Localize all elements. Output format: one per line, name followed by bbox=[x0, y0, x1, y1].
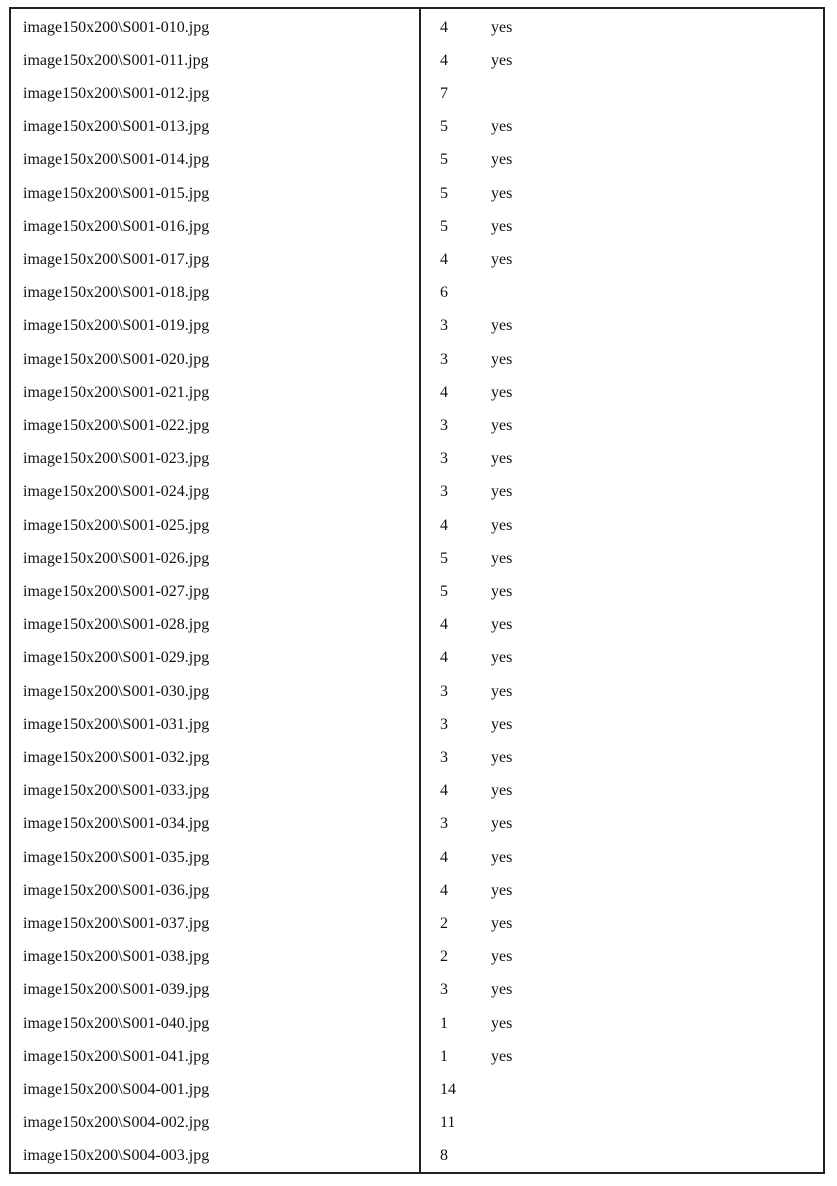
count-cell: 5 bbox=[440, 549, 448, 567]
file-path-cell: image150x200\S001-012.jpg bbox=[23, 84, 210, 102]
flag-cell: yes bbox=[491, 184, 513, 202]
flag-cell: yes bbox=[491, 549, 513, 567]
file-path-cell: image150x200\S001-033.jpg bbox=[23, 782, 210, 800]
count-cell: 1 bbox=[440, 1047, 448, 1065]
table-row bbox=[11, 874, 823, 907]
count-cell: 3 bbox=[440, 682, 448, 700]
count-cell: 3 bbox=[440, 715, 448, 733]
table-row bbox=[11, 376, 823, 409]
file-path-cell: image150x200\S001-026.jpg bbox=[23, 549, 210, 567]
table-row bbox=[11, 708, 823, 741]
flag-cell: yes bbox=[491, 914, 513, 932]
table-row bbox=[11, 841, 823, 874]
flag-cell: yes bbox=[491, 682, 513, 700]
file-path-cell: image150x200\S001-040.jpg bbox=[23, 1014, 210, 1032]
count-cell: 3 bbox=[440, 416, 448, 434]
table-row bbox=[11, 177, 823, 210]
count-cell: 3 bbox=[440, 815, 448, 833]
file-table bbox=[9, 7, 825, 1174]
table-row bbox=[11, 77, 823, 110]
file-path-cell: image150x200\S001-034.jpg bbox=[23, 815, 210, 833]
flag-cell: yes bbox=[491, 483, 513, 501]
count-cell: 2 bbox=[440, 948, 448, 966]
flag-cell: yes bbox=[491, 118, 513, 136]
table-row bbox=[11, 575, 823, 608]
flag-cell: yes bbox=[491, 582, 513, 600]
file-path-cell: image150x200\S001-011.jpg bbox=[23, 51, 209, 69]
table-row bbox=[11, 542, 823, 575]
file-path-cell: image150x200\S001-010.jpg bbox=[23, 18, 210, 36]
count-cell: 4 bbox=[440, 881, 448, 899]
file-path-cell: image150x200\S001-038.jpg bbox=[23, 948, 210, 966]
file-path-cell: image150x200\S001-036.jpg bbox=[23, 881, 210, 899]
file-path-cell: image150x200\S001-031.jpg bbox=[23, 715, 210, 733]
table-row bbox=[11, 343, 823, 376]
count-cell: 4 bbox=[440, 649, 448, 667]
table-row bbox=[11, 11, 823, 44]
count-cell: 3 bbox=[440, 317, 448, 335]
file-path-cell: image150x200\S001-017.jpg bbox=[23, 250, 210, 268]
flag-cell: yes bbox=[491, 948, 513, 966]
file-path-cell: image150x200\S001-032.jpg bbox=[23, 748, 210, 766]
flag-cell: yes bbox=[491, 151, 513, 169]
flag-cell: yes bbox=[491, 450, 513, 468]
count-cell: 6 bbox=[440, 284, 448, 302]
table-row bbox=[11, 642, 823, 675]
file-path-cell: image150x200\S001-018.jpg bbox=[23, 284, 210, 302]
file-path-cell: image150x200\S001-015.jpg bbox=[23, 184, 210, 202]
table-row bbox=[11, 941, 823, 974]
flag-cell: yes bbox=[491, 616, 513, 634]
count-cell: 4 bbox=[440, 848, 448, 866]
count-cell: 5 bbox=[440, 151, 448, 169]
count-cell: 4 bbox=[440, 616, 448, 634]
file-path-cell: image150x200\S001-027.jpg bbox=[23, 582, 210, 600]
table-row bbox=[11, 1040, 823, 1073]
count-cell: 2 bbox=[440, 914, 448, 932]
file-path-cell: image150x200\S001-029.jpg bbox=[23, 649, 210, 667]
count-cell: 11 bbox=[440, 1114, 456, 1132]
flag-cell: yes bbox=[491, 981, 513, 999]
flag-cell: yes bbox=[491, 782, 513, 800]
flag-cell: yes bbox=[491, 748, 513, 766]
file-path-cell: image150x200\S001-016.jpg bbox=[23, 217, 210, 235]
count-cell: 3 bbox=[440, 483, 448, 501]
file-path-cell: image150x200\S001-014.jpg bbox=[23, 151, 210, 169]
table-row bbox=[11, 509, 823, 542]
count-cell: 4 bbox=[440, 782, 448, 800]
flag-cell: yes bbox=[491, 217, 513, 235]
count-cell: 5 bbox=[440, 217, 448, 235]
file-path-cell: image150x200\S001-037.jpg bbox=[23, 914, 210, 932]
file-path-cell: image150x200\S001-035.jpg bbox=[23, 848, 210, 866]
table-row bbox=[11, 44, 823, 77]
table-row bbox=[11, 111, 823, 144]
table-row bbox=[11, 907, 823, 940]
count-cell: 5 bbox=[440, 184, 448, 202]
flag-cell: yes bbox=[491, 350, 513, 368]
flag-cell: yes bbox=[491, 416, 513, 434]
count-cell: 5 bbox=[440, 582, 448, 600]
file-path-cell: image150x200\S001-024.jpg bbox=[23, 483, 210, 501]
count-cell: 8 bbox=[440, 1147, 448, 1165]
table-row bbox=[11, 808, 823, 841]
file-path-cell: image150x200\S001-030.jpg bbox=[23, 682, 210, 700]
count-cell: 7 bbox=[440, 84, 448, 102]
flag-cell: yes bbox=[491, 848, 513, 866]
flag-cell: yes bbox=[491, 250, 513, 268]
file-path-cell: image150x200\S001-019.jpg bbox=[23, 317, 210, 335]
count-cell: 14 bbox=[440, 1080, 456, 1098]
table-row bbox=[11, 609, 823, 642]
count-cell: 3 bbox=[440, 450, 448, 468]
count-cell: 1 bbox=[440, 1014, 448, 1032]
table-row bbox=[11, 675, 823, 708]
file-path-cell: image150x200\S001-023.jpg bbox=[23, 450, 210, 468]
flag-cell: yes bbox=[491, 317, 513, 335]
table-row bbox=[11, 210, 823, 243]
table-row bbox=[11, 476, 823, 509]
flag-cell: yes bbox=[491, 51, 513, 69]
count-cell: 3 bbox=[440, 748, 448, 766]
flag-cell: yes bbox=[491, 516, 513, 534]
flag-cell: yes bbox=[491, 815, 513, 833]
count-cell: 3 bbox=[440, 981, 448, 999]
flag-cell: yes bbox=[491, 881, 513, 899]
count-cell: 4 bbox=[440, 250, 448, 268]
flag-cell: yes bbox=[491, 1047, 513, 1065]
count-cell: 4 bbox=[440, 18, 448, 36]
count-cell: 5 bbox=[440, 118, 448, 136]
table-row bbox=[11, 243, 823, 276]
flag-cell: yes bbox=[491, 715, 513, 733]
table-row bbox=[11, 277, 823, 310]
file-path-cell: image150x200\S004-001.jpg bbox=[23, 1080, 210, 1098]
flag-cell: yes bbox=[491, 383, 513, 401]
file-path-cell: image150x200\S001-020.jpg bbox=[23, 350, 210, 368]
table-row bbox=[11, 741, 823, 774]
file-path-cell: image150x200\S004-003.jpg bbox=[23, 1147, 210, 1165]
table-row bbox=[11, 1140, 823, 1173]
file-path-cell: image150x200\S001-021.jpg bbox=[23, 383, 210, 401]
count-cell: 3 bbox=[440, 350, 448, 368]
count-cell: 4 bbox=[440, 383, 448, 401]
table-row bbox=[11, 1073, 823, 1106]
count-cell: 4 bbox=[440, 51, 448, 69]
flag-cell: yes bbox=[491, 649, 513, 667]
file-path-cell: image150x200\S001-022.jpg bbox=[23, 416, 210, 434]
table-row bbox=[11, 974, 823, 1007]
table-row bbox=[11, 310, 823, 343]
file-path-cell: image150x200\S001-041.jpg bbox=[23, 1047, 210, 1065]
file-path-cell: image150x200\S001-028.jpg bbox=[23, 616, 210, 634]
file-path-cell: image150x200\S001-039.jpg bbox=[23, 981, 210, 999]
file-path-cell: image150x200\S004-002.jpg bbox=[23, 1114, 210, 1132]
table-row bbox=[11, 443, 823, 476]
table-row bbox=[11, 409, 823, 442]
file-path-cell: image150x200\S001-025.jpg bbox=[23, 516, 210, 534]
flag-cell: yes bbox=[491, 1014, 513, 1032]
table-row bbox=[11, 775, 823, 808]
file-path-cell: image150x200\S001-013.jpg bbox=[23, 118, 210, 136]
table-row bbox=[11, 1007, 823, 1040]
table-row bbox=[11, 1107, 823, 1140]
count-cell: 4 bbox=[440, 516, 448, 534]
table-row bbox=[11, 144, 823, 177]
flag-cell: yes bbox=[491, 18, 513, 36]
